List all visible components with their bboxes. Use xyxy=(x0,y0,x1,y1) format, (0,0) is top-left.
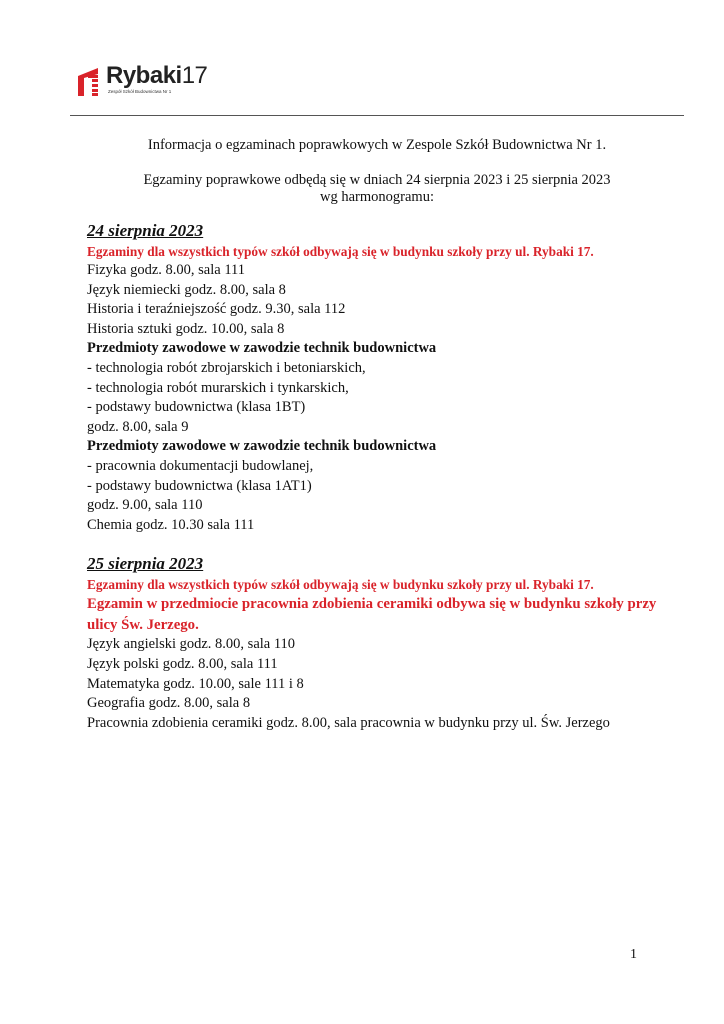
list-item: - pracownia dokumentacji budowlanej, xyxy=(87,457,314,474)
intro-title: Informacja o egzaminach poprawkowych w Zespole Szkół Budownictwa Nr 1. xyxy=(147,137,607,153)
logo-subtitle: Zespół Szkół Budownictwa Nr 1 xyxy=(108,89,172,94)
list-item: - technologia robót zbrojarskich i betoniarskich, xyxy=(87,359,366,376)
logo-name xyxy=(106,64,207,88)
list-item: Geografia godz. 8.00, sala 8 xyxy=(87,695,251,712)
day2-notice-ceramics: Egzamin w przedmiocie pracownia zdobienia ceramiki odbywa się w budynku szkoły przy ulicy Św. Jerzego. xyxy=(87,596,657,633)
school-logo xyxy=(76,64,207,100)
list-item: godz. 8.00, sala 9 xyxy=(87,418,189,435)
list-item: Język angielski godz. 8.00, sala 110 xyxy=(87,636,296,653)
logo-name-number: 17 xyxy=(181,62,208,89)
list-item: Chemia godz. 10.30 sala 111 xyxy=(87,516,255,533)
page-number: 1 xyxy=(630,947,637,962)
group1-heading: Przedmioty zawodowe w zawodzie technik budownictwa xyxy=(87,340,437,357)
list-item: Historia sztuki godz. 10.00, sala 8 xyxy=(87,320,285,337)
list-item: Język polski godz. 8.00, sala 111 xyxy=(87,655,278,672)
list-item: Historia i teraźniejszość godz. 9.30, sala 112 xyxy=(87,301,346,318)
logo-name-bold: Rybaki xyxy=(106,62,182,89)
header-divider xyxy=(70,115,684,116)
intro-schedule-label: wg harmonogramu: xyxy=(320,189,434,205)
schedule-content xyxy=(87,220,667,733)
group2-heading: Przedmioty zawodowe w zawodzie technik budownictwa xyxy=(87,438,437,455)
school-logo-icon xyxy=(76,66,100,96)
day1-date: 24 sierpnia 2023 xyxy=(87,221,204,240)
list-item: - podstawy budownictwa (klasa 1AT1) xyxy=(87,477,312,494)
list-item: godz. 9.00, sala 110 xyxy=(87,497,203,514)
list-item: - podstawy budownictwa (klasa 1BT) xyxy=(87,399,306,416)
list-item: Język niemiecki godz. 8.00, sala 8 xyxy=(87,281,286,298)
day1-notice: Egzaminy dla wszystkich typów szkół odbywają się w budynku szkoły przy ul. Rybaki 17. xyxy=(87,244,594,259)
list-item: Fizyka godz. 8.00, sala 111 xyxy=(87,262,245,278)
day2-notice: Egzaminy dla wszystkich typów szkół odbywają się w budynku szkoły przy ul. Rybaki 17. xyxy=(87,577,594,593)
list-item: - technologia robót murarskich i tynkarskich, xyxy=(87,379,349,396)
intro-dates: Egzaminy poprawkowe odbędą się w dniach 24 sierpnia 2023 i 25 sierpnia 2023 xyxy=(143,172,611,188)
day2-date: 25 sierpnia 2023 xyxy=(87,554,204,574)
list-item: Matematyka godz. 10.00, sale 111 i 8 xyxy=(87,675,304,692)
list-item: Pracownia zdobienia ceramiki godz. 8.00, sala pracownia w budynku przy ul. Św. Jerzego xyxy=(87,714,610,731)
